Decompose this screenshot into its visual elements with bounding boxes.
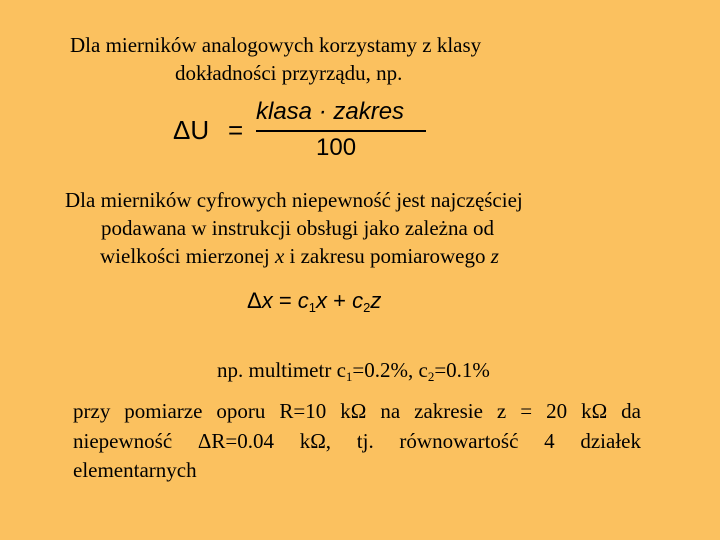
- example-prefix: np. multimetr c: [217, 358, 346, 382]
- fraction-bar: [256, 130, 426, 132]
- conclusion-line-2: niepewność ΔR=0.04 kΩ, tj. równowartość 4 działek: [73, 429, 641, 453]
- f2-z: z: [370, 288, 382, 313]
- formula-denominator: 100: [316, 134, 357, 161]
- formula-lhs: ΔU: [173, 115, 210, 145]
- f2-c1: c: [297, 288, 309, 313]
- digital-line-3: [100, 244, 499, 268]
- formula-class-uncertainty: [170, 98, 440, 168]
- f2-plus: +: [327, 288, 353, 313]
- formula-digital-uncertainty: [247, 286, 381, 316]
- f2-delta: Δ: [247, 288, 262, 313]
- digital-line-3-text-b: i zakresu pomiarowego: [284, 244, 491, 268]
- f2-x2: x: [316, 288, 328, 313]
- example-suffix: =0.1%: [434, 358, 490, 382]
- var-x: x: [274, 244, 285, 268]
- conclusion-line-3: elementarnych: [73, 458, 197, 482]
- var-z: z: [490, 244, 499, 268]
- f2-x: x: [261, 288, 273, 313]
- intro-line-1: Dla mierników analogowych korzystamy z klasy: [70, 33, 482, 57]
- intro-line-2: dokładności przyrządu, np.: [175, 61, 403, 85]
- formula-numerator: klasa · zakres: [256, 98, 405, 125]
- conclusion-line-1: przy pomiarze oporu R=10 kΩ na zakresie z = 20 kΩ da: [73, 399, 641, 423]
- formula-equals: =: [228, 115, 244, 145]
- example-mid: =0.2%, c: [352, 358, 428, 382]
- f2-c2: c: [352, 288, 364, 313]
- digital-line-3-text-a: wielkości mierzonej: [100, 244, 275, 268]
- digital-line-2: podawana w instrukcji obsługi jako zależna od: [101, 216, 495, 240]
- example-line: [217, 358, 490, 382]
- f2-sub2: 2: [363, 300, 371, 315]
- f2-sub1: 1: [308, 300, 317, 315]
- example-sub2: 2: [427, 369, 435, 384]
- example-sub1: 1: [345, 369, 353, 384]
- digital-line-1: Dla mierników cyfrowych niepewność jest najczęściej: [65, 188, 523, 212]
- f2-eq: =: [272, 288, 298, 313]
